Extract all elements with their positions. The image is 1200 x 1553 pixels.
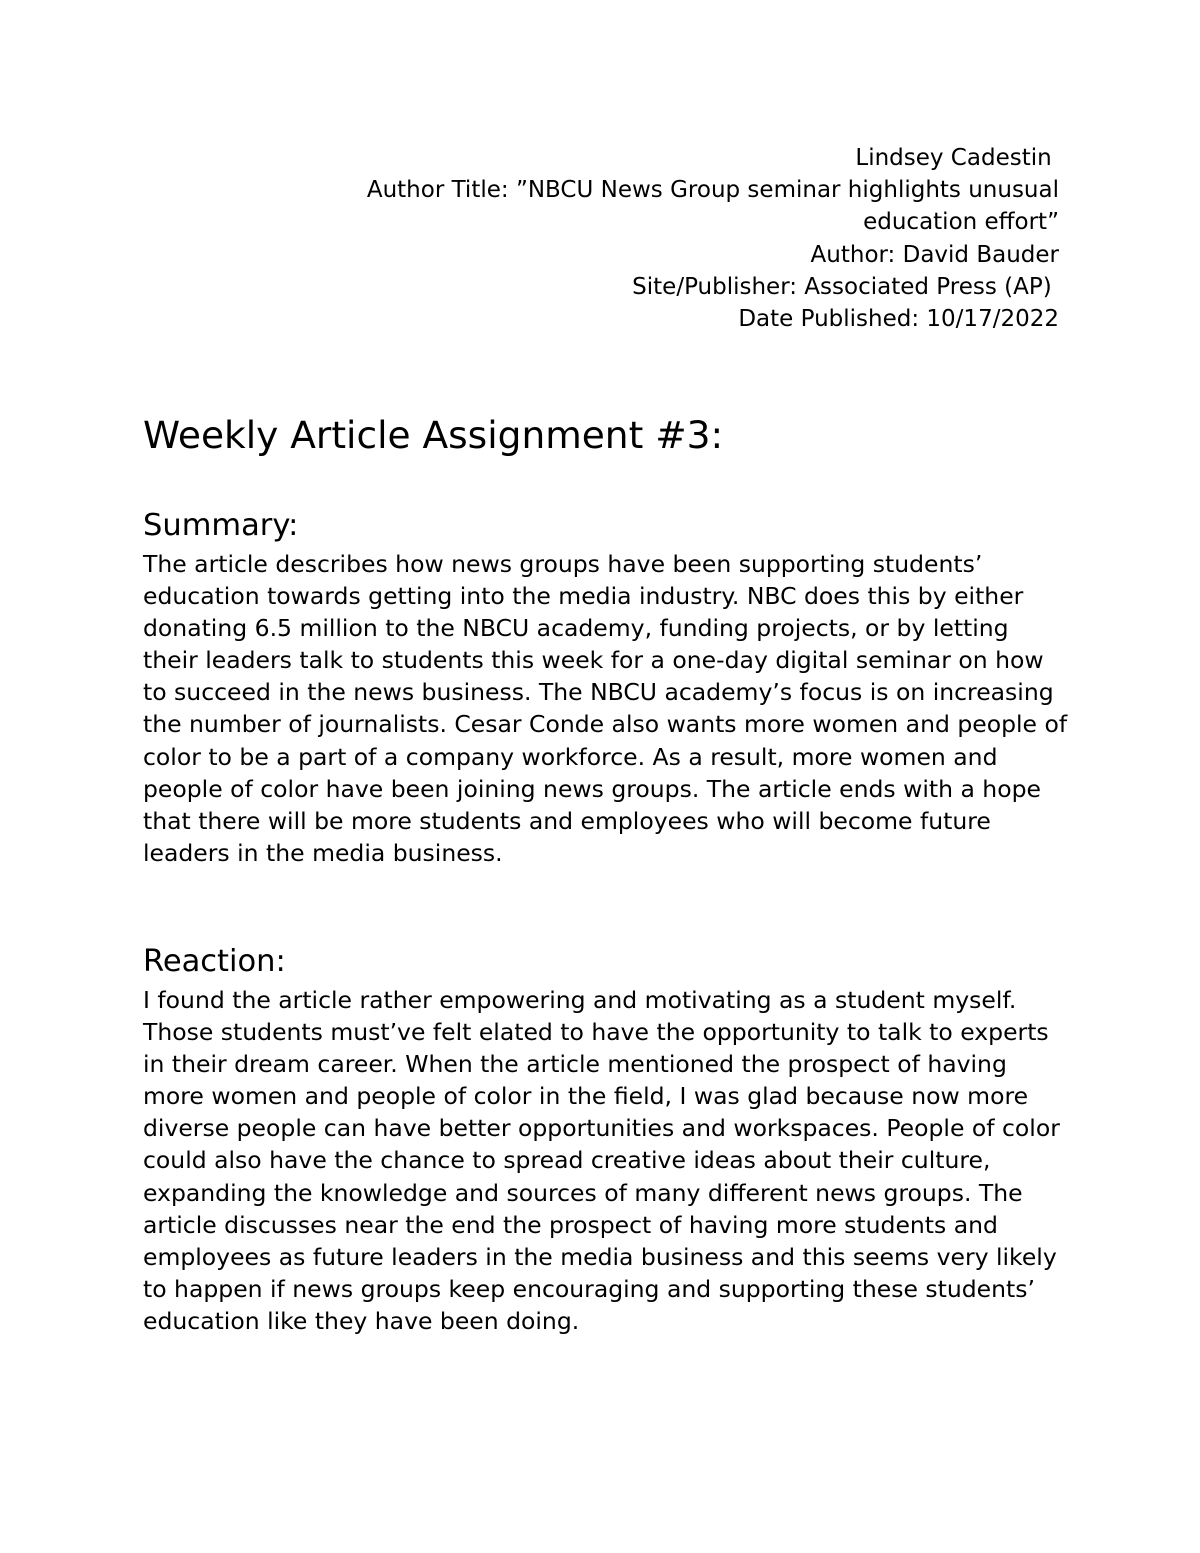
date-published-line: Date Published: 10/17/2022 — [738, 306, 1059, 333]
summary-heading: Summary: — [143, 508, 299, 543]
publisher-line: Site/Publisher: Associated Press (AP) — [632, 273, 1059, 300]
header-block — [143, 142, 1059, 335]
student-name: Lindsey Cadestin — [855, 145, 1059, 171]
reaction-paragraph: I found the article rather empowering and motivating as a student myself. Those students must’ve felt elated to have the opportunity to talk to experts in their dream career. When the article mentioned the prospect of having more women and people of color in the field, I was glad because now more diverse people can have better opportunities and workspaces. People of color could also have the chance to spread creative ideas about their culture, expanding the knowledge and sources of many different news groups. The article discusses near the end the prospect of having more students and employees as future leaders in the media business and this seems very likely to happen if news groups keep encouraging and supporting these students’ education like they have been doing. — [143, 986, 1060, 1335]
article-title-line2: education effort” — [863, 209, 1059, 236]
author-line: Author: David Bauder — [810, 241, 1059, 268]
summary-paragraph: The article describes how news groups have been supporting students’ education towards getting into the media industry. NBC does this by either donating 6.5 million to the NBCU academy, funding projects, or by letting their leaders talk to students this week for a one-day digital seminar on how to succeed in the news business. The NBCU academy’s focus is on increasing the number of journalists. Cesar Conde also wants more women and people of color to be a part of a company workforce. As a result, more women and people of color have been joining news groups. The article ends with a hope that there will be more students and employees who will become future leaders in the media business. — [143, 550, 1068, 867]
document-title: Weekly Article Assignment #3: — [143, 413, 724, 457]
reaction-heading: Reaction: — [143, 944, 286, 979]
article-title-line1: Author Title: ”NBCU News Group seminar highlights unusual — [366, 177, 1059, 204]
